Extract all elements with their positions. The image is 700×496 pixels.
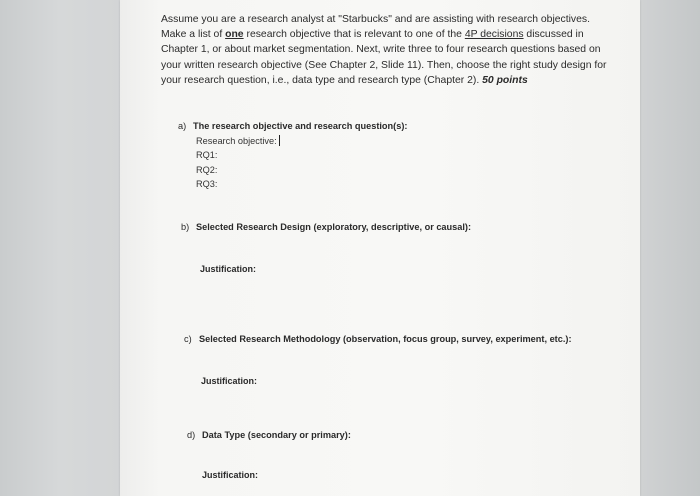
section-b-justification[interactable] bbox=[200, 264, 256, 274]
emphasis-one: one bbox=[225, 29, 244, 41]
section-a-heading bbox=[178, 121, 407, 131]
research-objective-field[interactable] bbox=[196, 135, 280, 146]
rq3-field[interactable] bbox=[196, 179, 217, 189]
research-objective-label: Research objective: bbox=[196, 136, 277, 146]
rq2-label: RQ2: bbox=[196, 165, 218, 175]
rq1-label: RQ1: bbox=[196, 150, 218, 160]
section-a-title: The research objective and research question(s): bbox=[193, 121, 408, 131]
section-d-heading bbox=[187, 430, 351, 440]
document-page bbox=[120, 0, 640, 496]
section-a-label: a) bbox=[178, 121, 187, 131]
link-4p-decisions: 4P decisions bbox=[464, 29, 524, 41]
intro-line-5-pre: your research question, i.e., data type and research type (Chapter 2). bbox=[161, 74, 483, 86]
intro-line-2-pre: Make a list of bbox=[161, 29, 226, 41]
points-value: 50 points bbox=[482, 74, 528, 86]
section-c-justification-label: Justification: bbox=[201, 376, 258, 386]
section-c-label: c) bbox=[184, 334, 192, 344]
section-c-justification[interactable] bbox=[201, 376, 257, 386]
intro-line-2-post: discussed in bbox=[523, 29, 584, 41]
intro-line-2-mid: research objective that is relevant to one of the bbox=[243, 29, 465, 41]
assignment-instructions bbox=[161, 12, 607, 88]
intro-line-4: your written research objective (See Chapter 2, Slide 11). Then, choose the right study design for bbox=[161, 59, 607, 71]
section-d-title: Data Type (secondary or primary): bbox=[202, 430, 351, 440]
section-d-justification[interactable] bbox=[202, 470, 258, 480]
rq1-field[interactable] bbox=[196, 150, 217, 160]
section-b-label: b) bbox=[181, 222, 190, 232]
section-d-label: d) bbox=[187, 430, 196, 440]
rq2-field[interactable] bbox=[196, 165, 217, 175]
rq3-label: RQ3: bbox=[196, 179, 218, 189]
intro-line-5 bbox=[161, 73, 601, 88]
intro-line-3: Chapter 1, or about market segmentation. Next, write three to four research questions based on bbox=[161, 44, 601, 56]
intro-line-1: Assume you are a research analyst at "Starbucks" and are assisting with research objectives. bbox=[161, 14, 590, 25]
section-b-justification-label: Justification: bbox=[200, 264, 257, 274]
section-c-title: Selected Research Methodology (observation, focus group, survey, experiment, etc.): bbox=[199, 334, 572, 344]
text-cursor bbox=[279, 135, 280, 146]
section-d-justification-label: Justification: bbox=[202, 470, 259, 480]
section-b-heading bbox=[181, 222, 471, 232]
intro-line-2 bbox=[161, 27, 601, 42]
section-c-heading bbox=[184, 334, 572, 344]
section-b-title: Selected Research Design (exploratory, descriptive, or causal): bbox=[196, 222, 472, 232]
